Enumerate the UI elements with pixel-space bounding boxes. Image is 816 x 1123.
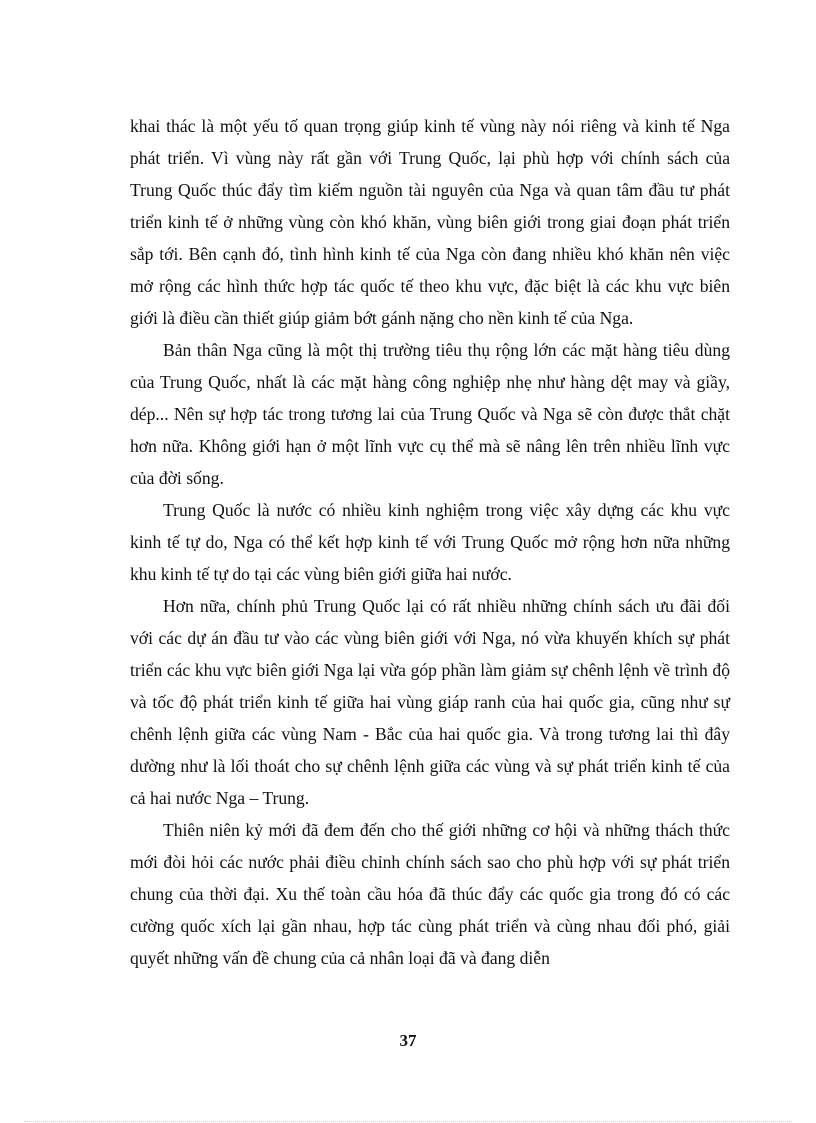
paragraph-5: Thiên niên kỷ mới đã đem đến cho thế giới những cơ hội và những thách thức mới đòi hỏi các nước phải điều chỉnh chính sách sao cho phù hợp với sự phát triển chung của thời đại. Xu thế toàn cầu hóa đã thúc đẩy các quốc gia trong đó có các cường quốc xích lại gần nhau, hợp tác cùng phát triển và cùng nhau đối phó, giải quyết những vấn đề chung của cả nhân loại đã và đang diễn	[130, 820, 730, 968]
paragraph-3: Trung Quốc là nước có nhiều kinh nghiệm trong việc xây dựng các khu vực kinh tế tự do, Nga có thể kết hợp kinh tế với Trung Quốc mở rộng hơn nữa những khu kinh tế tự do tại các vùng biên giới giữa hai nước.	[130, 500, 730, 584]
page-number: 37	[399, 1031, 417, 1050]
page-bottom-divider	[24, 1121, 792, 1122]
paragraph-1: khai thác là một yếu tố quan trọng giúp kinh tế vùng này nói riêng và kinh tế Nga phát triển. Vì vùng này rất gần với Trung Quốc, lại phù hợp với chính sách của Trung Quốc thúc đẩy tìm kiếm nguồn tài nguyên của Nga và quan tâm đầu tư phát triển kinh tế ở những vùng còn khó khăn, vùng biên giới trong giai đoạn phát triển sắp tới. Bên cạnh đó, tình hình kinh tế của Nga còn đang nhiều khó khăn nên việc mở rộng các hình thức hợp tác quốc tế theo khu vực, đặc biệt là các khu vực biên giới là điều cần thiết giúp giảm bớt gánh nặng cho nền kinh tế của Nga.	[130, 116, 730, 328]
paragraph-2: Bản thân Nga cũng là một thị trường tiêu thụ rộng lớn các mặt hàng tiêu dùng của Trung Quốc, nhất là các mặt hàng công nghiệp nhẹ như hàng dệt may và giầy, dép... Nên sự hợp tác trong tương lai của Trung Quốc và Nga sẽ còn được thắt chặt hơn nữa. Không giới hạn ở một lĩnh vực cụ thể mà sẽ nâng lên trên nhiều lĩnh vực của đời sống.	[130, 340, 730, 488]
body-text	[130, 110, 730, 974]
paragraph-4: Hơn nữa, chính phủ Trung Quốc lại có rất nhiều những chính sách ưu đãi đối với các dự án đầu tư vào các vùng biên giới với Nga, nó vừa khuyến khích sự phát triển các khu vực biên giới Nga lại vừa góp phần làm giảm sự chênh lệnh về trình độ và tốc độ phát triển kinh tế giữa hai vùng giáp ranh của hai quốc gia, cũng như sự chênh lệnh giữa các vùng Nam - Bắc của hai quốc gia. Và trong tương lai thì đây dường như là lối thoát cho sự chênh lệnh giữa các vùng và sự phát triển kinh tế của cả hai nước Nga – Trung.	[130, 596, 730, 808]
